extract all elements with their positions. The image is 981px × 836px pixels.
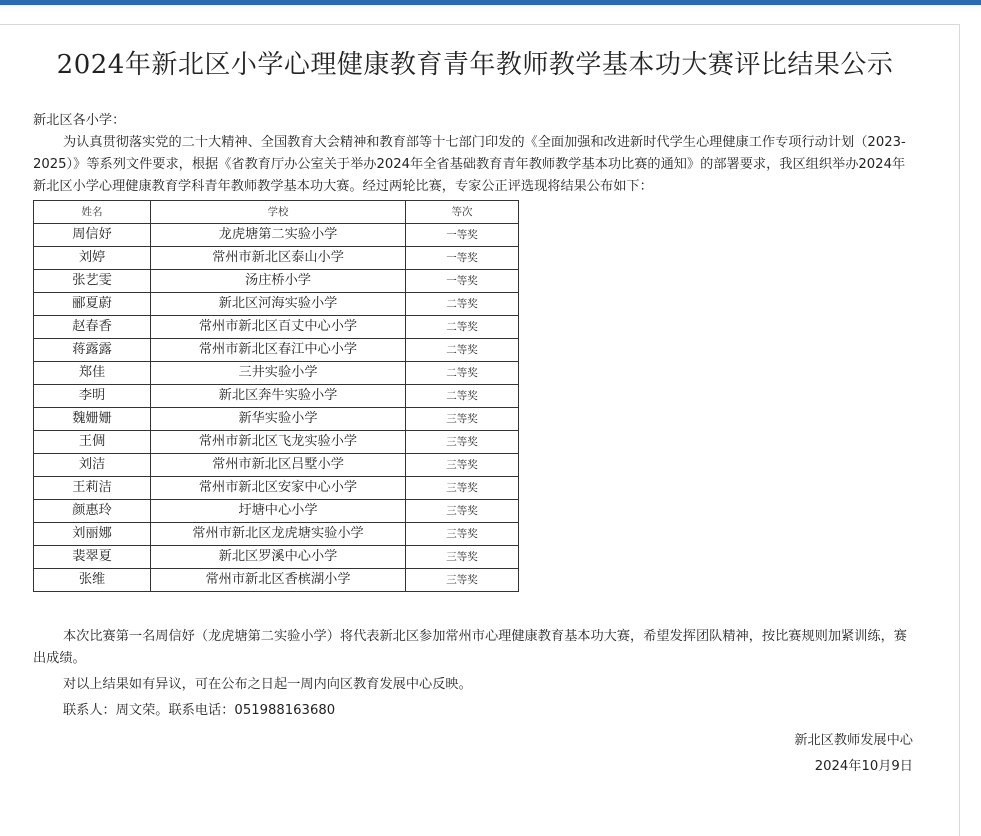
cell-school: 龙虎塘第二实验小学 <box>151 224 406 247</box>
signature-date: 2024年10月9日 <box>814 759 913 774</box>
cell-name: 李明 <box>34 385 151 408</box>
cell-name: 张维 <box>34 569 151 592</box>
table-row <box>34 224 519 247</box>
cell-prize: 二等奖 <box>406 362 519 385</box>
cell-name: 郦夏蔚 <box>34 293 151 316</box>
cell-name: 裴翠夏 <box>34 546 151 569</box>
cell-prize: 二等奖 <box>406 385 519 408</box>
header-prize: 等次 <box>406 201 519 224</box>
cell-prize: 三等奖 <box>406 546 519 569</box>
table-row <box>34 316 519 339</box>
cell-school: 常州市新北区龙虎塘实验小学 <box>151 523 406 546</box>
cell-school: 新北区罗溪中心小学 <box>151 546 406 569</box>
header-school: 学校 <box>151 201 406 224</box>
intro-paragraph: 为认真贯彻落实党的二十大精神、全国教育大会精神和教育部等十七部门印发的《全面加强和改进新时代学生心理健康工作专项行动计划（2023-2025）》等系列文件要求，根据《省教育厅办公室关于举办2024年全省基础教育青年教师教学基本功比赛的通知》的部署要求，我区组织举办2024年新北区小学心理健康教育学科青年教师教学基本功大赛。经过两轮比赛，专家公正评选现将结果公布如下： <box>33 135 906 194</box>
cell-name: 刘丽娜 <box>34 523 151 546</box>
cell-prize: 三等奖 <box>406 569 519 592</box>
closing-section <box>33 626 913 722</box>
table-row <box>34 385 519 408</box>
cell-school: 圩塘中心小学 <box>151 500 406 523</box>
cell-name: 周信妤 <box>34 224 151 247</box>
cell-prize: 三等奖 <box>406 477 519 500</box>
cell-school: 三井实验小学 <box>151 362 406 385</box>
cell-school: 新华实验小学 <box>151 408 406 431</box>
cell-school: 常州市新北区泰山小学 <box>151 247 406 270</box>
cell-name: 张艺雯 <box>34 270 151 293</box>
cell-school: 常州市新北区飞龙实验小学 <box>151 431 406 454</box>
header-name: 姓名 <box>34 201 151 224</box>
cell-school: 常州市新北区香槟湖小学 <box>151 569 406 592</box>
table-row <box>34 454 519 477</box>
table-row <box>34 408 519 431</box>
cell-name: 刘洁 <box>34 454 151 477</box>
table-row <box>34 477 519 500</box>
cell-school: 常州市新北区春江中心小学 <box>151 339 406 362</box>
cell-prize: 三等奖 <box>406 454 519 477</box>
cell-name: 颜惠玲 <box>34 500 151 523</box>
table-row <box>34 362 519 385</box>
table-header-row <box>34 201 519 224</box>
page-title: 2024年新北区小学心理健康教育青年教师教学基本功大赛评比结果公示 <box>56 50 894 80</box>
top-accent-bar <box>0 0 981 5</box>
cell-prize: 二等奖 <box>406 339 519 362</box>
article-body <box>33 110 913 780</box>
table-row <box>34 339 519 362</box>
results-table-body <box>34 224 519 592</box>
table-row <box>34 293 519 316</box>
cell-name: 赵春香 <box>34 316 151 339</box>
table-row <box>34 569 519 592</box>
cell-name: 王莉洁 <box>34 477 151 500</box>
results-table <box>33 200 519 592</box>
table-row <box>34 500 519 523</box>
conclusion-paragraph: 本次比赛第一名周信妤（龙虎塘第二实验小学）将代表新北区参加常州市心理健康教育基本功大赛，希望发挥团队精神，按比赛规则加紧训练，赛出成绩。 <box>33 629 907 666</box>
cell-prize: 三等奖 <box>406 431 519 454</box>
cell-school: 新北区河海实验小学 <box>151 293 406 316</box>
table-row <box>34 270 519 293</box>
cell-prize: 三等奖 <box>406 500 519 523</box>
cell-school: 新北区奔牛实验小学 <box>151 385 406 408</box>
signature-org: 新北区教师发展中心 <box>794 733 913 748</box>
contact-line: 联系人：周文荣。联系电话：051988163680 <box>63 703 336 718</box>
cell-prize: 一等奖 <box>406 224 519 247</box>
table-row <box>34 523 519 546</box>
cell-prize: 一等奖 <box>406 270 519 293</box>
cell-school: 常州市新北区吕墅小学 <box>151 454 406 477</box>
cell-name: 魏姗姗 <box>34 408 151 431</box>
cell-prize: 二等奖 <box>406 293 519 316</box>
cell-name: 蒋露露 <box>34 339 151 362</box>
greeting: 新北区各小学： <box>33 113 126 128</box>
cell-name: 王倜 <box>34 431 151 454</box>
cell-school: 常州市新北区安家中心小学 <box>151 477 406 500</box>
cell-name: 郑佳 <box>34 362 151 385</box>
cell-prize: 三等奖 <box>406 408 519 431</box>
objection-paragraph: 对以上结果如有异议，可在公布之日起一周内向区教育发展中心反映。 <box>63 677 472 692</box>
cell-prize: 三等奖 <box>406 523 519 546</box>
cell-school: 常州市新北区百丈中心小学 <box>151 316 406 339</box>
table-row <box>34 546 519 569</box>
cell-prize: 一等奖 <box>406 247 519 270</box>
cell-school: 汤庄桥小学 <box>151 270 406 293</box>
table-row <box>34 431 519 454</box>
cell-prize: 二等奖 <box>406 316 519 339</box>
cell-name: 刘婷 <box>34 247 151 270</box>
table-row <box>34 247 519 270</box>
signature-block <box>33 728 913 780</box>
